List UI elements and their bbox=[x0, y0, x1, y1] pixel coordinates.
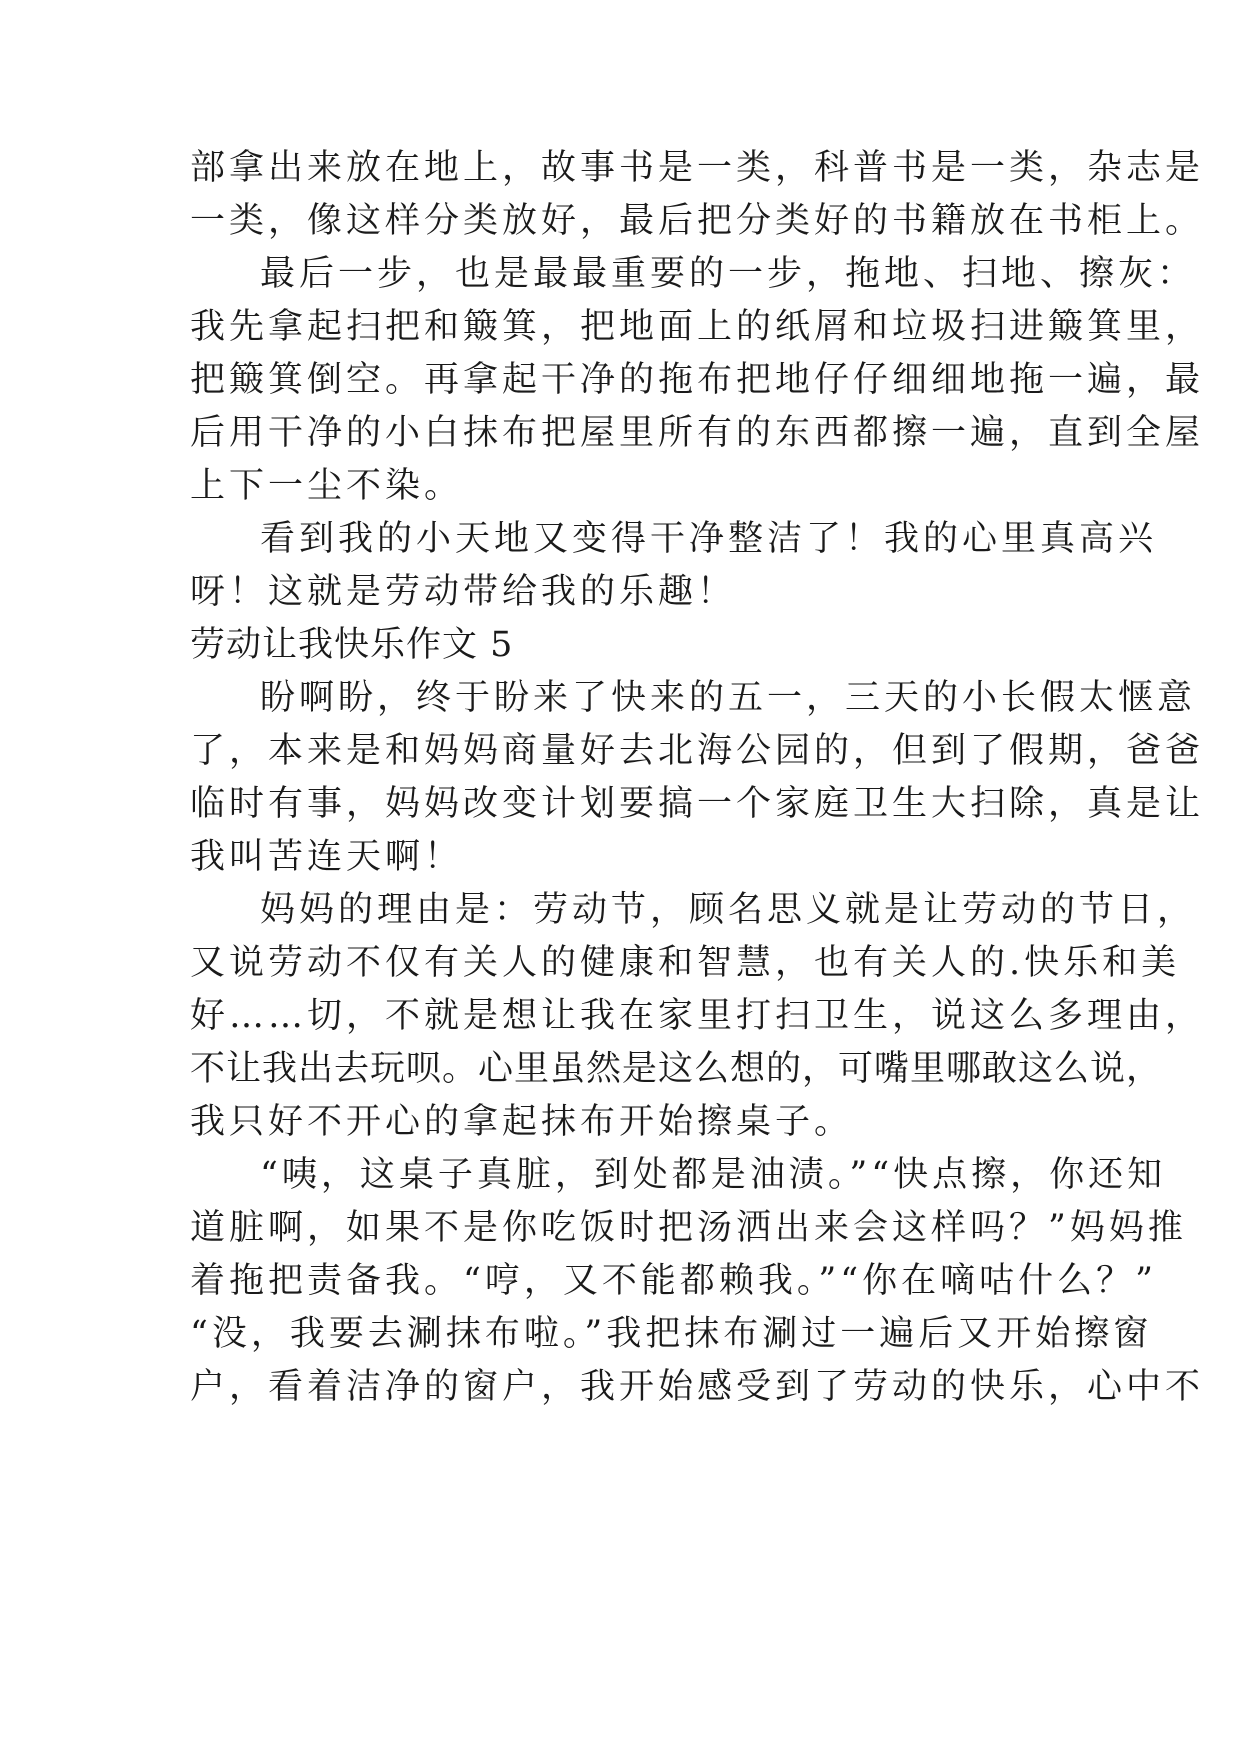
text-line: 好……切，不就是想让我在家里打扫卫生，说这么多理由， bbox=[190, 996, 1205, 1036]
text-line: 了，本来是和妈妈商量好去北海公园的，但到了假期，爸爸 bbox=[190, 731, 1205, 771]
text-line: 呀！这就是劳动带给我的乐趣！ bbox=[190, 572, 737, 612]
text-line: 又说劳动不仅有关人的健康和智慧，也有关人的.快乐和美 bbox=[190, 943, 1181, 983]
text-line: 道脏啊，如果不是你吃饭时把汤洒出来会这样吗？”妈妈推 bbox=[190, 1208, 1187, 1248]
text-line: “没，我要去涮抹布啦。”我把抹布涮过一遍后又开始擦窗 bbox=[190, 1314, 1153, 1354]
paragraph-first-line: “咦，这桌子真脏，到处都是油渍。”“快点擦，你还知 bbox=[260, 1155, 1167, 1195]
text-line: 不让我出去玩呗。心里虽然是这么想的，可嘴里哪敢这么说， bbox=[190, 1049, 1163, 1089]
text-line: 后用干净的小白抹布把屋里所有的东西都擦一遍，直到全屋 bbox=[190, 413, 1205, 453]
text-line: 部拿出来放在地上，故事书是一类，科普书是一类，杂志是 bbox=[190, 148, 1205, 188]
text-line: 户，看着洁净的窗户，我开始感受到了劳动的快乐，心中不 bbox=[190, 1367, 1205, 1407]
paragraph-first-line: 最后一步，也是最最重要的一步，拖地、扫地、擦灰： bbox=[260, 254, 1197, 294]
paragraph-first-line: 看到我的小天地又变得干净整洁了！我的心里真高兴 bbox=[260, 519, 1158, 559]
text-line: 一类，像这样分类放好，最后把分类好的书籍放在书柜上。 bbox=[190, 201, 1205, 241]
text-line: 我只好不开心的拿起抹布开始擦桌子。 bbox=[190, 1102, 854, 1142]
text-line: 我叫苦连天啊！ bbox=[190, 837, 464, 877]
paragraph-first-line: 妈妈的理由是：劳动节，顾名思义就是让劳动的节日， bbox=[260, 890, 1197, 930]
text-line: 上下一尘不染。 bbox=[190, 466, 464, 506]
text-line: 把簸箕倒空。再拿起干净的拖布把地仔仔细细地拖一遍，最 bbox=[190, 360, 1205, 400]
text-line: 临时有事，妈妈改变计划要搞一个家庭卫生大扫除，真是让 bbox=[190, 784, 1205, 824]
text-line: 着拖把责备我。“哼，又不能都赖我。”“你在嘀咕什么？” bbox=[190, 1261, 1158, 1301]
text-line: 我先拿起扫把和簸箕，把地面上的纸屑和垃圾扫进簸箕里， bbox=[190, 307, 1205, 347]
section-heading: 劳动让我快乐作文 5 bbox=[190, 625, 514, 665]
paragraph-first-line: 盼啊盼，终于盼来了快来的五一，三天的小长假太惬意 bbox=[260, 678, 1197, 718]
